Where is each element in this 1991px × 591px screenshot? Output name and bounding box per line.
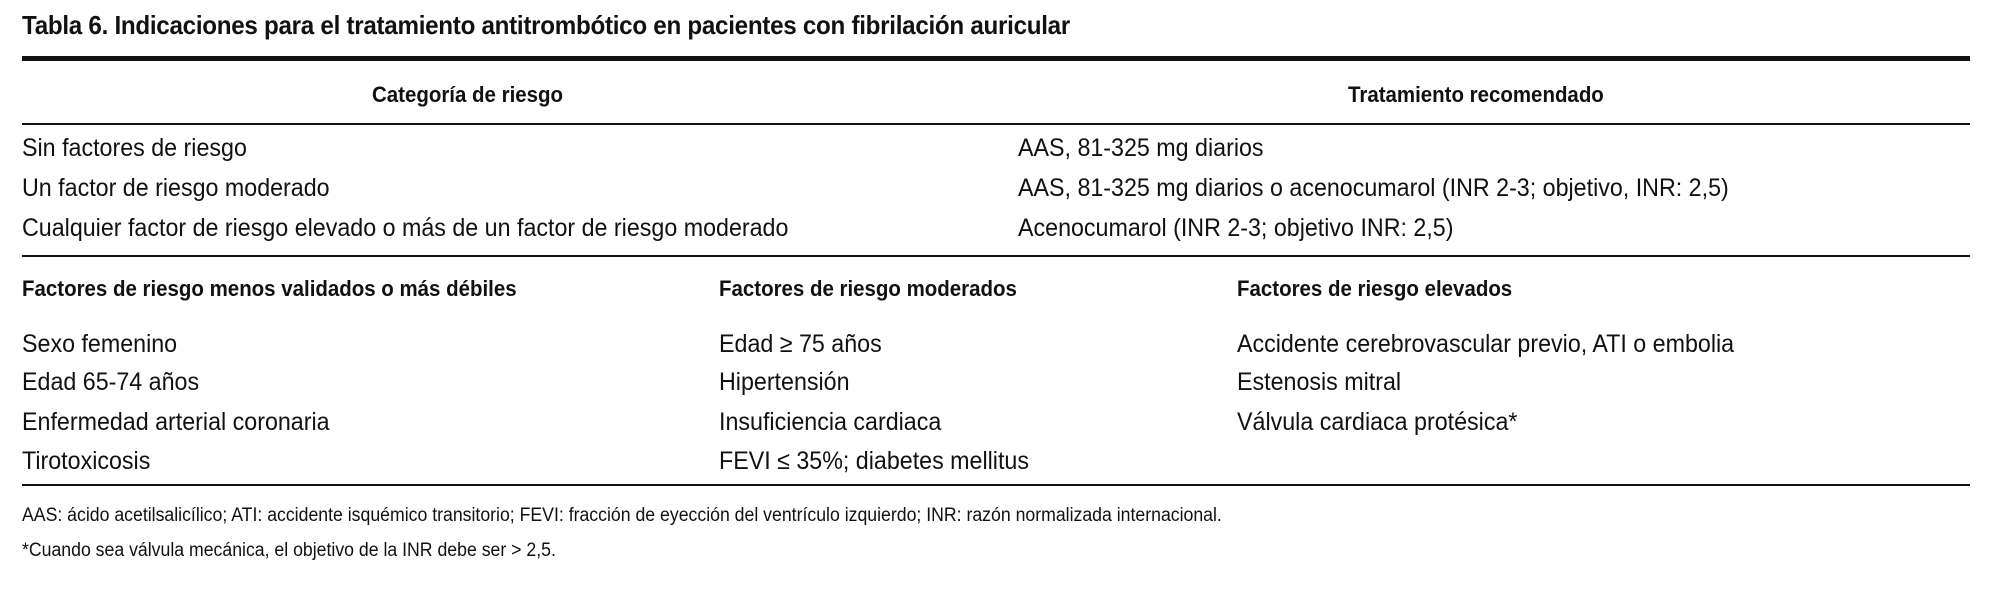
moderate-risk-factor-item: Hipertensión — [719, 368, 850, 396]
high-risk-factor-item: Estenosis mitral — [1237, 368, 1402, 396]
header-moderate-risk-factors: Factores de riesgo moderados — [719, 276, 1017, 301]
weak-risk-factor-item: Tirotoxicosis — [22, 447, 151, 475]
header-recommended-treatment: Tratamiento recomendado — [1348, 82, 1604, 107]
moderate-risk-factor-item: Edad ≥ 75 años — [719, 330, 882, 358]
moderate-risk-factor-item: FEVI ≤ 35%; diabetes mellitus — [719, 447, 1029, 475]
moderate-risk-factor-item: Insuficiencia cardiaca — [719, 408, 942, 436]
high-risk-factor-item: Accidente cerebrovascular previo, ATI o embolia — [1237, 330, 1735, 358]
bottom-rule — [22, 484, 1970, 486]
risk-category-cell: Cualquier factor de riesgo elevado o más de un factor de riesgo moderado — [22, 214, 789, 242]
treatment-cell: Acenocumarol (INR 2-3; objetivo INR: 2,5) — [1018, 214, 1454, 242]
footnote-abbreviations: AAS: ácido acetilsalicílico; ATI: accidente isquémico transitorio; FEVI: fracción de eyección del ventrículo izquierdo; INR: razón normalizada internacional. — [22, 505, 1222, 526]
section-divider-rule — [22, 255, 1970, 257]
table-title: Tabla 6. Indicaciones para el tratamiento antitrombótico en pacientes con fibrilación auricular — [22, 10, 1070, 40]
treatment-cell: AAS, 81-325 mg diarios o acenocumarol (INR 2-3; objetivo, INR: 2,5) — [1018, 174, 1729, 202]
top-thick-rule — [22, 56, 1970, 61]
treatment-cell: AAS, 81-325 mg diarios — [1018, 134, 1264, 162]
header-high-risk-factors: Factores de riesgo elevados — [1237, 276, 1513, 301]
header-divider-rule — [22, 123, 1970, 125]
risk-category-cell: Un factor de riesgo moderado — [22, 174, 330, 202]
risk-category-cell: Sin factores de riesgo — [22, 134, 247, 162]
weak-risk-factor-item: Enfermedad arterial coronaria — [22, 408, 330, 436]
header-weak-risk-factors: Factores de riesgo menos validados o más débiles — [22, 276, 517, 301]
weak-risk-factor-item: Edad 65-74 años — [22, 368, 200, 396]
footnote-mechanical-valve: *Cuando sea válvula mecánica, el objetivo de la INR debe ser > 2,5. — [22, 540, 556, 561]
high-risk-factor-item: Válvula cardiaca protésica* — [1237, 408, 1518, 436]
header-risk-category: Categoría de riesgo — [372, 82, 564, 107]
weak-risk-factor-item: Sexo femenino — [22, 330, 178, 358]
